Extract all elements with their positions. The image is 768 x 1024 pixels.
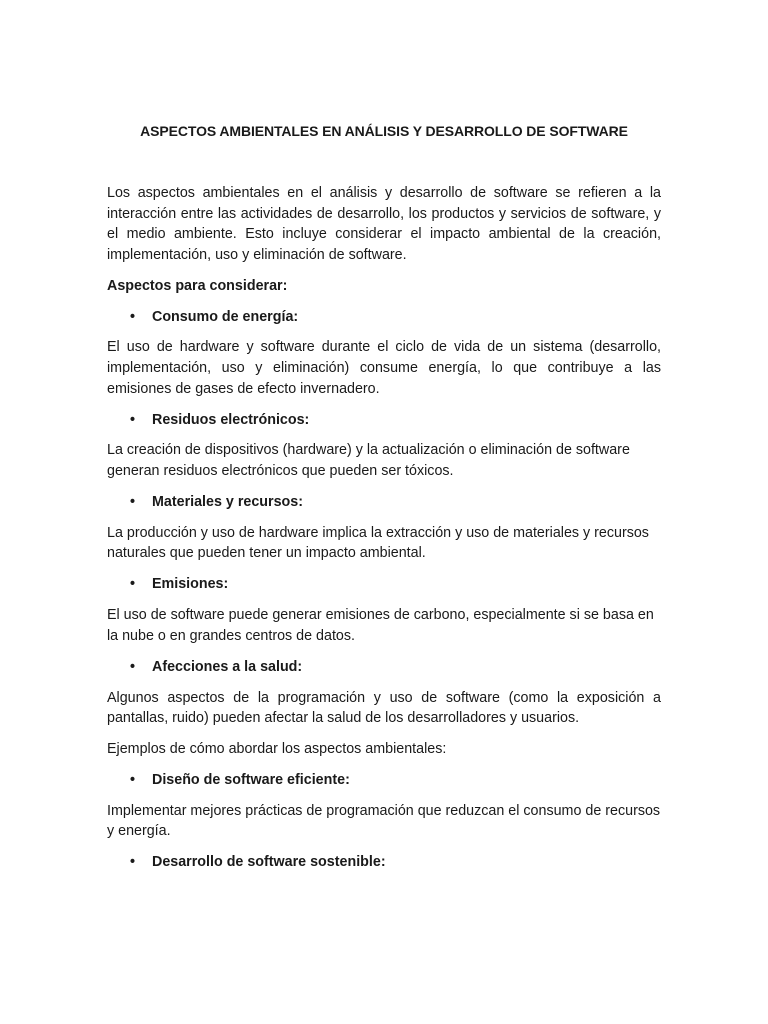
list-item (107, 410, 661, 431)
aspect-bullet-materials (107, 492, 661, 513)
list-item (107, 770, 661, 791)
aspect-heading-materials: Materiales y recursos: (152, 493, 303, 510)
bullet-icon: • (130, 411, 136, 428)
list-item (107, 852, 661, 873)
aspect-heading-waste: Residuos electrónicos: (152, 411, 310, 428)
examples-heading: Ejemplos de cómo abordar los aspectos ambientales: (107, 741, 447, 758)
document-body (107, 183, 661, 883)
list-item (107, 492, 661, 513)
list-item (107, 574, 661, 595)
aspect-text-materials: La producción y uso de hardware implica la extracción y uso de materiales y recursos naturales que pueden tener un impacto ambiental. (107, 524, 649, 562)
bullet-icon: • (130, 493, 136, 510)
document-title: ASPECTOS AMBIENTALES EN ANÁLISIS Y DESARROLLO DE SOFTWARE (140, 123, 628, 139)
example-heading-sustainable: Desarrollo de software sostenible: (152, 854, 386, 871)
aspect-bullet-emissions (107, 574, 661, 595)
bullet-icon: • (130, 854, 136, 871)
aspect-text-emissions: El uso de software puede generar emisiones de carbono, especialmente si se basa en la nube o en grandes centros de datos. (107, 607, 654, 644)
example-bullet-sustainable (107, 852, 661, 873)
bullet-icon: • (130, 771, 136, 788)
example-text-efficient: Implementar mejores prácticas de programación que reduzcan el consumo de recursos y energía. (107, 802, 661, 840)
aspect-bullet-energy (107, 307, 661, 328)
aspect-heading-energy: Consumo de energía: (152, 308, 299, 325)
intro-paragraph: Los aspectos ambientales en el análisis y desarrollo de software se refieren a la interacción entre las actividades de desarrollo, los productos y servicios de software, y el medio ambiente. Esto incluye considerar el impacto ambiental de la creación, implementación, uso y eliminación de software. (107, 185, 661, 263)
bullet-icon: • (130, 658, 136, 675)
aspect-heading-health: Afecciones a la salud: (152, 658, 303, 675)
aspect-text-health: Algunos aspectos de la programación y uso de software (como la exposición a pantallas, ruido) pueden afectar la salud de los desarrolladores y usuarios. (107, 689, 661, 727)
aspect-text-energy: El uso de hardware y software durante el ciclo de vida de un sistema (desarrollo, implementación, uso y eliminación) consume energía, lo que contribuye a las emisiones de gases de efecto invernadero. (107, 339, 661, 397)
aspect-bullet-waste (107, 410, 661, 431)
example-bullet-efficient (107, 770, 661, 791)
list-item (107, 307, 661, 328)
bullet-icon: • (130, 308, 136, 325)
bullet-icon: • (130, 576, 136, 593)
aspect-text-waste: La creación de dispositivos (hardware) y la actualización o eliminación de software generan residuos electrónicos que pueden ser tóxicos. (107, 442, 630, 480)
example-heading-efficient: Diseño de software eficiente: (152, 771, 350, 788)
aspect-bullet-health (107, 657, 661, 678)
aspect-heading-emissions: Emisiones: (152, 576, 229, 593)
list-item (107, 657, 661, 678)
aspects-heading: Aspectos para considerar: (107, 277, 288, 294)
